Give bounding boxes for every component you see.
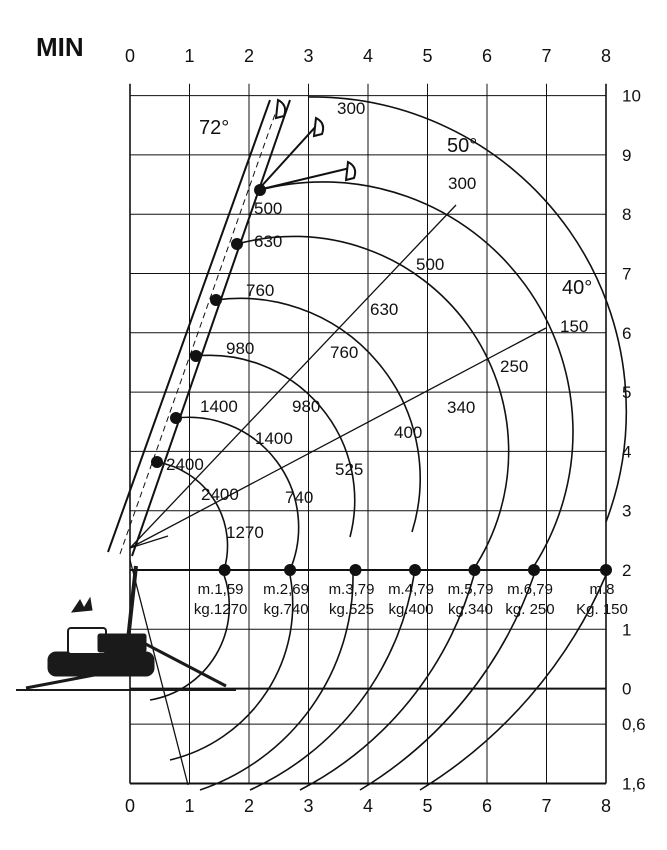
ground-point-reach: m.5,79	[447, 581, 494, 598]
x-tick-top-label: 8	[600, 46, 612, 66]
x-tick-bottom-label: 3	[303, 796, 314, 816]
joint-500	[254, 184, 266, 196]
angle-72-label: 72°	[199, 117, 230, 139]
x-tick-bottom-label: 6	[481, 796, 493, 816]
ground-point-dot	[469, 564, 481, 576]
ground-point-reach: m.6,79	[507, 581, 553, 598]
arc-label-1400: 1400	[255, 429, 293, 448]
ground-labels	[194, 581, 628, 618]
boom-label-630: 630	[254, 232, 283, 251]
y-tick-label: 0	[622, 679, 632, 699]
ground-point-dot	[350, 564, 362, 576]
cab-block	[98, 634, 146, 652]
operator-figure	[72, 598, 92, 612]
arc-label-740: 740	[285, 488, 314, 507]
x-tick-bottom-label: 7	[541, 796, 552, 816]
x-tick-top-label: 3	[303, 46, 314, 66]
x-tick-bottom-label: 0	[124, 796, 136, 816]
y-tick-label: 3	[622, 501, 632, 521]
ground-point-reach: m.4,79	[388, 581, 434, 598]
arc-label-150: 150	[560, 317, 589, 336]
y-tick-label: 1,6	[622, 774, 646, 794]
x-axis-top	[125, 46, 611, 66]
ground-point-reach: m.8	[589, 581, 615, 598]
joint-760	[210, 294, 222, 306]
x-tick-top-label: 0	[124, 46, 136, 66]
angle-rays	[130, 205, 546, 785]
boom-center	[120, 100, 283, 554]
y-tick-label: 6	[622, 323, 632, 343]
joint-630	[231, 238, 243, 250]
x-tick-top-label: 6	[481, 46, 493, 66]
joint-1400	[170, 412, 182, 424]
x-tick-bottom-label: 5	[422, 796, 433, 816]
y-tick-label: 1	[622, 620, 632, 640]
ground-point-dot	[528, 564, 540, 576]
joint-2400	[151, 456, 163, 468]
y-tick-label: 2	[622, 561, 632, 580]
ground-point-load: kg.525	[328, 601, 375, 618]
ground-point-reach: m.1,59	[197, 581, 244, 598]
ground-point-load: kg. 250	[505, 601, 555, 618]
arc-label-250: 250	[500, 357, 529, 376]
boom-label-2400: 2400	[166, 455, 204, 474]
arc-label-400: 400	[394, 423, 423, 442]
x-tick-top-label: 5	[422, 46, 433, 66]
x-tick-bottom-label: 2	[243, 796, 255, 816]
jib-lower	[258, 168, 350, 190]
arc-label-340: 340	[447, 398, 476, 417]
y-tick-label: 5	[622, 383, 632, 403]
arc-label-500: 500	[416, 255, 445, 274]
arc-label-2400: 2400	[201, 485, 239, 504]
ground-point-dot	[409, 564, 421, 576]
y-tick-label: 7	[622, 264, 632, 284]
chart-title: MIN	[36, 32, 84, 62]
arc-label-525: 525	[335, 460, 364, 479]
arc-label-980: 980	[292, 397, 321, 416]
angle-40-label: 40°	[562, 277, 593, 299]
angle-50-label: 50°	[447, 135, 478, 157]
hook-top	[276, 100, 285, 118]
ground-point-dot	[219, 564, 231, 576]
boom-label-760: 760	[246, 281, 275, 300]
arc-outer	[308, 97, 626, 522]
arc-label-300-top: 300	[337, 99, 366, 118]
x-tick-bottom-label: 4	[362, 796, 374, 816]
arc-label-760: 760	[330, 343, 359, 362]
ground-point-reach: m.3,79	[328, 581, 375, 598]
y-tick-label: 10	[622, 86, 641, 106]
joint-980	[190, 350, 202, 362]
hook-lower	[346, 162, 355, 180]
x-tick-bottom-label: 8	[600, 796, 612, 816]
ground-point-dot	[284, 564, 296, 576]
ground-point-reach: m.2,69	[263, 581, 309, 598]
boom-label-500: 500	[254, 199, 283, 218]
ground-point-load: kg.1270	[193, 601, 248, 618]
ground-point-dot	[600, 564, 612, 576]
arc-2400	[157, 462, 228, 570]
y-tick-label: 0,6	[622, 715, 646, 735]
y-tick-label: 8	[622, 205, 632, 225]
arc-label-630: 630	[370, 300, 399, 319]
x-tick-bottom-label: 1	[184, 796, 195, 816]
ground-point-load: kg.740	[263, 601, 309, 618]
x-tick-top-label: 7	[541, 46, 552, 66]
y-tick-label: 4	[622, 442, 632, 462]
ground-point-load: Kg. 150	[576, 601, 628, 618]
load-arcs	[150, 97, 626, 790]
labels	[166, 99, 592, 542]
ground-point-load: kg.340	[447, 601, 494, 618]
x-axis-bottom	[125, 796, 611, 816]
arc-label-300: 300	[448, 174, 477, 193]
x-tick-top-label: 1	[184, 46, 195, 66]
arc-label-1270: 1270	[226, 523, 264, 542]
hook-mid	[314, 118, 323, 136]
ground-point-load: kg.400	[388, 601, 434, 618]
x-tick-top-label: 4	[362, 46, 374, 66]
boom-label-980: 980	[226, 339, 255, 358]
boom-label-1400: 1400	[200, 397, 238, 416]
y-tick-label: 9	[622, 145, 632, 165]
x-tick-top-label: 2	[243, 46, 255, 66]
